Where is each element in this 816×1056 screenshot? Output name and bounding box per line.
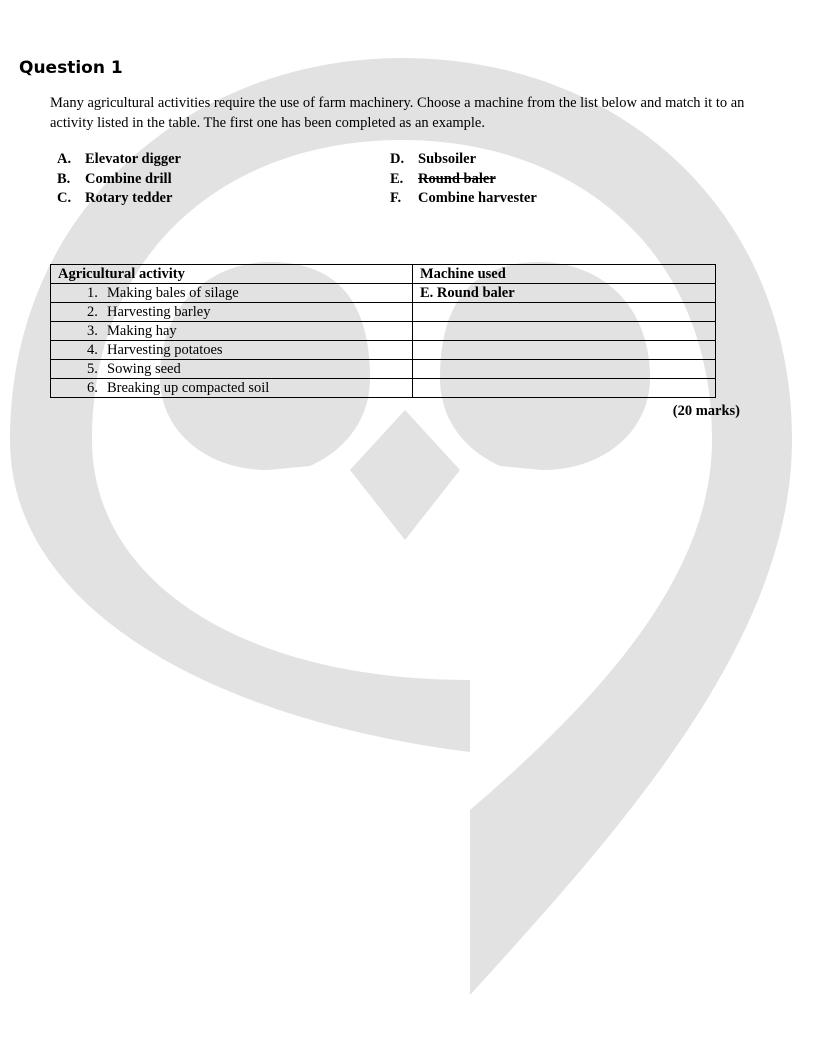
activity-text: Harvesting barley [107,304,211,320]
activity-text: Breaking up compacted soil [107,380,270,396]
activity-text: Making bales of silage [107,285,239,301]
option-letter: E. [390,170,404,187]
option-name: Round baler [418,170,496,187]
activity-cell [51,379,413,398]
machine-option-a [57,150,181,170]
option-letter: B. [57,170,71,187]
activity-text: Harvesting potatoes [107,342,223,358]
table-header-row [51,265,716,284]
row-number: 3. [87,323,98,339]
header-machine-used: Machine used [413,265,716,284]
table-row [51,379,716,398]
activity-text: Sowing seed [107,361,181,377]
activity-machine-table [50,264,716,398]
question-title: Question 1 [19,58,123,78]
row-number: 1. [87,285,98,301]
machine-option-d [390,150,476,170]
machine-answer-cell[interactable] [413,379,716,398]
option-name: Elevator digger [85,151,181,167]
option-name: Combine drill [85,170,172,187]
activity-cell [51,284,413,303]
machine-option-e-used [390,170,496,190]
table-row [51,303,716,322]
machine-answer-cell[interactable] [413,360,716,379]
machine-answer-cell[interactable] [413,322,716,341]
machine-answer-cell: E. Round baler [413,284,716,303]
row-number: 4. [87,342,98,358]
option-letter: A. [57,151,72,167]
table-row [51,341,716,360]
row-number: 5. [87,361,98,377]
table-row [51,284,716,303]
machine-option-f [390,189,537,209]
row-number: 6. [87,380,98,396]
option-name: Rotary tedder [85,190,173,206]
question-instructions: Many agricultural activities require the use of farm machinery. Choose a machine from the list below and match it to an activity listed in the table. The first one has been completed as an example. [50,95,745,131]
marks-label: (20 marks) [672,403,740,419]
activity-cell [51,341,413,360]
activity-cell [51,360,413,379]
row-number: 2. [87,304,98,320]
machine-answer-cell[interactable] [413,341,716,360]
machine-answer-cell[interactable] [413,303,716,322]
activity-text: Making hay [107,323,177,339]
option-letter: C. [57,190,72,206]
activity-cell [51,303,413,322]
option-name: Subsoiler [418,151,477,167]
table-row [51,360,716,379]
machine-option-b [57,170,172,190]
option-letter: D. [390,151,405,167]
machine-option-c [57,189,172,209]
header-agricultural-activity: Agricultural activity [51,265,413,284]
table-row [51,322,716,341]
activity-cell [51,322,413,341]
option-name: Combine harvester [418,190,537,206]
option-letter: F. [390,190,402,206]
